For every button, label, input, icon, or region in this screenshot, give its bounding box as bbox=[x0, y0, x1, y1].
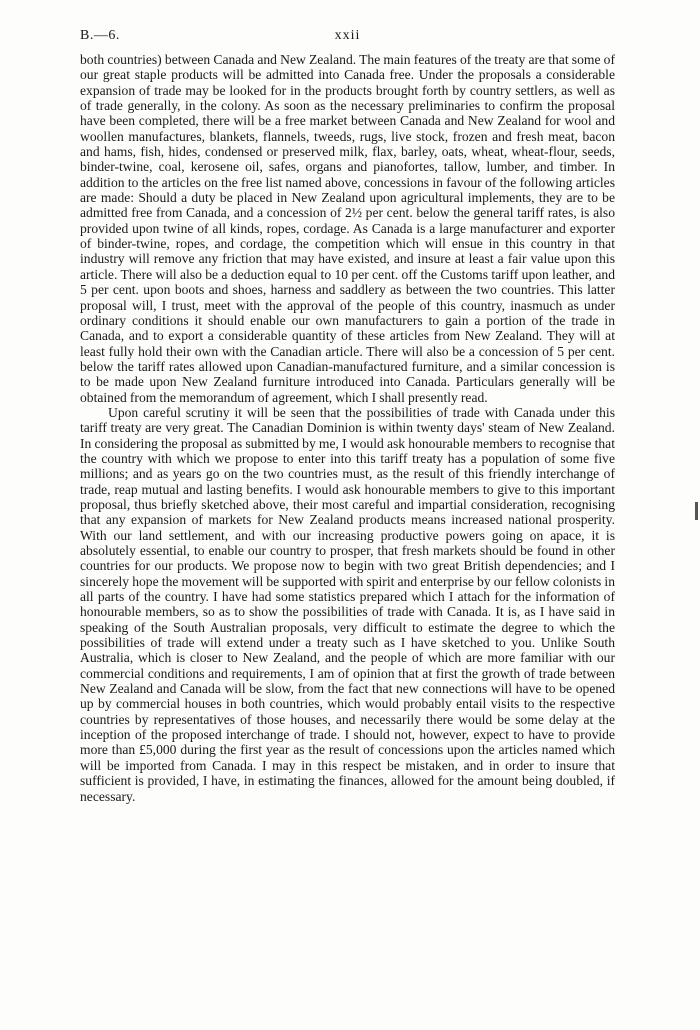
page-number: xxii bbox=[334, 28, 361, 43]
paragraph-continuation: both countries) between Canada and New Zealand. The main features of the treaty are that some of our great staple products will be admitted into Canada free. Under the proposals a considerable expansion of trade may be looked for in the products brought forth by country settlers, as well as of trade generally, in the colony. As soon as the necessary preliminaries to confirm the proposal have been completed, there will be a free market between Canada and New Zealand for wool and woollen manufactures, blankets, flannels, tweeds, rugs, live stock, frozen and fresh meat, bacon and hams, fish, hides, condensed or preserved milk, flax, barley, oats, wheat, wheat-flour, seeds, binder-twine, coal, kerosene oil, safes, organs and pianofortes, tallow, lumber, and timber. In addition to the articles on the free list named above, concessions in favour of the following articles are made: Should a duty be placed in New Zealand upon agricultural implements, they are to be admitted free from Canada, and a concession of 2½ per cent. below the general tariff rates, is also provided upon twine of all kinds, ropes, cordage. As Canada is a large manufacturer and exporter of binder-twine, ropes, and cordage, the competition which will ensue in this country in that industry will remove any friction that may have existed, and insure at least a fair value upon this article. There will also be a deduction equal to 10 per cent. off the Customs tariff upon leather, and 5 per cent. upon boots and shoes, harness and saddlery as between the two countries. This latter proposal will, I trust, meet with the approval of the people of this country, inasmuch as under ordinary conditions it should enable our own manufacturers to gain a portion of the trade in Canada, and to export a considerable quantity of these articles from New Zealand. They will at least fully hold their own with the Canadian article. There will also be a concession of 5 per cent. below the tariff rates allowed upon Canadian-manufactured furniture, and a similar concession is to be made upon New Zealand furniture introduced into Canada. Particulars generally will be obtained from the memorandum of agreement, which I shall presently read. bbox=[80, 52, 615, 405]
page-header bbox=[80, 28, 615, 48]
page-edge-mark bbox=[695, 502, 698, 520]
paragraph-canada-trade: Upon careful scrutiny it will be seen that the possibilities of trade with Canada under this tariff treaty are very great. The Canadian Dominion is within twenty days' steam of New Zealand. In considering the proposal as submitted by me, I would ask honourable members to recognise that the country with which we propose to enter into this tariff treaty has a population of some five millions; and as years go on the two countries must, as the result of this friendly interchange of trade, reap mutual and lasting benefits. I would ask honourable members to give to this important proposal, thus briefly sketched above, their most careful and impartial consideration, recognising that any expansion of markets for New Zealand products means increased national prosperity. With our land settlement, and with our increasing productive powers going on apace, it is absolutely essential, to enable our country to prosper, that fresh markets should be found in other countries for our products. We propose now to begin with two great British dependencies; and I sincerely hope the movement will be supported with spirit and enterprise by our fellow colonists in all parts of the country. I have had some statistics prepared which I attach for the information of honourable members, so as to show the possibilities of trade with Canada. It is, as I have said in speaking of the South Australian proposals, very difficult to estimate the degree to which the possibilities of trade will extend under a treaty such as I have sketched to you. Unlike South Australia, which is closer to New Zealand, and the people of which are more familiar with our commercial conditions and requirements, I am of opinion that at first the growth of trade between New Zealand and Canada will be slow, from the fact that new connections will have to be opened up by commercial houses in both countries, which would probably entail visits to the respective countries by representatives of those houses, and necessarily there would be some delay at the inception of the proposed interchange of trade. I should not, however, expect to have to provide more than £5,000 during the first year as the result of concessions upon the articles named which will be imported from Canada. I may in this respect be mistaken, and in order to insure that sufficient is provided, I have, in estimating the finances, allowed for the amount being doubled, if necessary. bbox=[80, 404, 615, 804]
document-reference: B.—6. bbox=[80, 28, 120, 43]
body-text bbox=[80, 52, 615, 804]
